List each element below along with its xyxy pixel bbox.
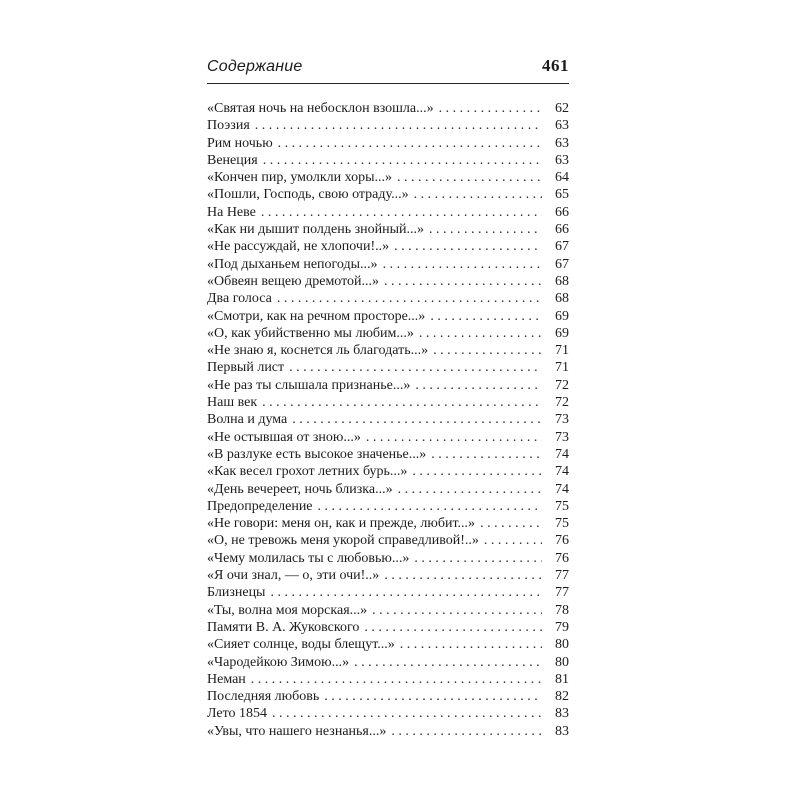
dot-leader (419, 326, 542, 342)
dot-leader (433, 343, 542, 359)
dot-leader (263, 153, 542, 169)
dot-leader (398, 482, 542, 498)
toc-entry-page: 71 (555, 343, 569, 359)
toc-entry (207, 326, 569, 343)
dot-leader (278, 136, 542, 152)
toc-entry (207, 360, 569, 377)
toc-entry (207, 101, 569, 118)
toc-entry-page: 82 (555, 689, 569, 705)
toc-entry-page: 80 (555, 637, 569, 653)
toc-entry-page: 75 (555, 516, 569, 532)
toc-entry (207, 118, 569, 135)
dot-leader (414, 187, 542, 203)
dot-leader (394, 239, 542, 255)
dot-leader (262, 395, 542, 411)
toc-entry-title: Близнецы (207, 585, 266, 601)
toc-entry-title: Волна и дума (207, 412, 288, 428)
toc-entry-title: «Чему молилась ты с любовью...» (207, 550, 410, 566)
toc-entry (207, 153, 569, 170)
toc-entry-title: «Увы, что нашего незнанья...» (207, 723, 387, 739)
toc-entry-page: 64 (555, 170, 569, 186)
toc-entry-title: «Смотри, как на речном просторе...» (207, 308, 426, 324)
dot-leader (372, 603, 542, 619)
table-of-contents (207, 101, 569, 741)
toc-entry-page: 73 (555, 412, 569, 428)
toc-entry (207, 585, 569, 602)
toc-entry-title: «Святая ночь на небосклон взошла...» (207, 101, 434, 116)
toc-entry (207, 378, 569, 395)
toc-entry-page: 75 (555, 498, 569, 514)
toc-entry-page: 74 (555, 481, 569, 497)
toc-entry (207, 239, 569, 256)
toc-entry (207, 568, 569, 585)
toc-entry-page: 68 (555, 273, 569, 289)
toc-entry-title: Первый лист (207, 360, 285, 376)
toc-entry-page: 81 (555, 671, 569, 687)
toc-entry (207, 689, 569, 706)
toc-entry-page: 68 (555, 291, 569, 307)
toc-entry-title: «В разлуке есть высокое значенье...» (207, 446, 427, 462)
toc-entry-page: 65 (555, 187, 569, 203)
toc-entry-page: 63 (555, 118, 569, 134)
dot-leader (251, 672, 542, 688)
dot-leader (270, 585, 542, 601)
toc-entry-page: 69 (555, 308, 569, 324)
toc-entry (207, 136, 569, 153)
dot-leader (414, 551, 542, 567)
toc-entry-page: 62 (555, 101, 569, 116)
toc-entry (207, 170, 569, 187)
page-content (207, 56, 569, 741)
toc-entry (207, 309, 569, 326)
toc-entry-title: Памяти В. А. Жуковского (207, 619, 360, 635)
toc-entry-title: «Не рассуждай, не хлопочи!..» (207, 239, 390, 255)
toc-entry-title: Наш век (207, 395, 258, 411)
toc-entry (207, 724, 569, 741)
toc-entry-page: 77 (555, 568, 569, 584)
dot-leader (292, 412, 542, 428)
dot-leader (364, 620, 542, 636)
running-head (207, 56, 569, 84)
toc-entry-title: «Как ни дышит полдень знойный...» (207, 222, 424, 238)
toc-entry-page: 72 (555, 377, 569, 393)
toc-entry (207, 620, 569, 637)
toc-entry-page: 63 (555, 135, 569, 151)
toc-entry-title: На Неве (207, 204, 256, 220)
toc-entry (207, 655, 569, 672)
toc-entry (207, 533, 569, 550)
toc-entry (207, 447, 569, 464)
toc-entry-title: «Не раз ты слышала признанье...» (207, 377, 411, 393)
running-head-page-number: 461 (542, 56, 569, 75)
toc-entry (207, 706, 569, 723)
toc-entry (207, 551, 569, 568)
dot-leader (289, 360, 542, 376)
toc-entry (207, 672, 569, 689)
toc-entry (207, 291, 569, 308)
toc-entry-page: 72 (555, 395, 569, 411)
toc-entry-page: 76 (555, 550, 569, 566)
dot-leader (354, 655, 542, 671)
dot-leader (255, 118, 542, 134)
toc-entry-title: Лето 1854 (207, 706, 268, 722)
dot-leader (415, 378, 542, 394)
dot-leader (277, 291, 542, 307)
toc-entry-page: 67 (555, 256, 569, 272)
toc-entry-page: 69 (555, 325, 569, 341)
toc-entry-page: 77 (555, 585, 569, 601)
dot-leader (430, 309, 542, 325)
toc-entry (207, 343, 569, 360)
toc-entry-page: 66 (555, 204, 569, 220)
toc-entry (207, 637, 569, 654)
toc-entry-title: «О, как убийственно мы любим...» (207, 325, 414, 341)
toc-entry-title: «Сияет солнце, воды блещут...» (207, 637, 395, 653)
dot-leader (384, 568, 542, 584)
toc-entry-page: 66 (555, 222, 569, 238)
dot-leader (400, 637, 542, 653)
dot-leader (480, 516, 542, 532)
dot-leader (412, 464, 542, 480)
dot-leader (484, 533, 542, 549)
toc-entry (207, 187, 569, 204)
toc-entry (207, 603, 569, 620)
toc-entry-title: «День вечереет, ночь близка...» (207, 481, 393, 497)
toc-entry-title: «Не знаю я, коснется ль благодать...» (207, 343, 429, 359)
running-head-title: Содержание (207, 58, 303, 75)
toc-entry-page: 78 (555, 602, 569, 618)
toc-entry-title: Неман (207, 671, 246, 687)
toc-entry-title: Поэзия (207, 118, 250, 134)
toc-entry-title: «О, не тревожь меня укорой справедливой!..» (207, 533, 479, 549)
toc-entry (207, 430, 569, 447)
dot-leader (261, 205, 542, 221)
toc-entry (207, 257, 569, 274)
toc-entry-page: 80 (555, 654, 569, 670)
toc-entry-title: Венеция (207, 152, 258, 168)
toc-entry-page: 74 (555, 464, 569, 480)
toc-entry-page: 73 (555, 429, 569, 445)
toc-entry-title: Рим ночью (207, 135, 273, 151)
dot-leader (391, 724, 542, 740)
dot-leader (324, 689, 542, 705)
toc-entry-title: Последняя любовь (207, 689, 320, 705)
toc-entry (207, 412, 569, 429)
toc-entry-title: Два голоса (207, 291, 272, 307)
dot-leader (431, 447, 542, 463)
dot-leader (272, 706, 542, 722)
dot-leader (397, 170, 542, 186)
toc-entry-page: 71 (555, 360, 569, 376)
dot-leader (366, 430, 542, 446)
dot-leader (383, 257, 542, 273)
toc-entry-title: «Не говори: меня он, как и прежде, любит...» (207, 516, 476, 532)
dot-leader (318, 499, 542, 515)
toc-entry (207, 482, 569, 499)
toc-entry (207, 205, 569, 222)
toc-entry (207, 499, 569, 516)
toc-entry-title: «Обвеян вещею дремотой...» (207, 273, 380, 289)
toc-entry-page: 76 (555, 533, 569, 549)
toc-entry (207, 516, 569, 533)
toc-entry-title: «Чародейкою Зимою...» (207, 654, 350, 670)
toc-entry-page: 83 (555, 706, 569, 722)
toc-entry-title: «Не остывшая от зною...» (207, 429, 361, 445)
toc-entry-title: «Ты, волна моя морская...» (207, 602, 368, 618)
toc-entry (207, 274, 569, 291)
toc-entry (207, 464, 569, 481)
toc-entry-title: «Под дыханьем непогоды...» (207, 256, 378, 272)
toc-entry-page: 83 (555, 723, 569, 739)
dot-leader (384, 274, 542, 290)
toc-entry-title: «Я очи знал, — о, эти очи!..» (207, 568, 380, 584)
dot-leader (429, 222, 542, 238)
toc-entry-page: 63 (555, 152, 569, 168)
toc-entry-title: «Как весел грохот летних бурь...» (207, 464, 408, 480)
toc-entry (207, 222, 569, 239)
dot-leader (439, 101, 542, 117)
toc-entry (207, 395, 569, 412)
toc-entry-page: 74 (555, 446, 569, 462)
toc-entry-title: «Пошли, Господь, свою отраду...» (207, 187, 409, 203)
toc-entry-page: 67 (555, 239, 569, 255)
toc-entry-title: Предопределение (207, 498, 313, 514)
toc-entry-page: 79 (555, 619, 569, 635)
toc-entry-title: «Кончен пир, умолкли хоры...» (207, 170, 392, 186)
